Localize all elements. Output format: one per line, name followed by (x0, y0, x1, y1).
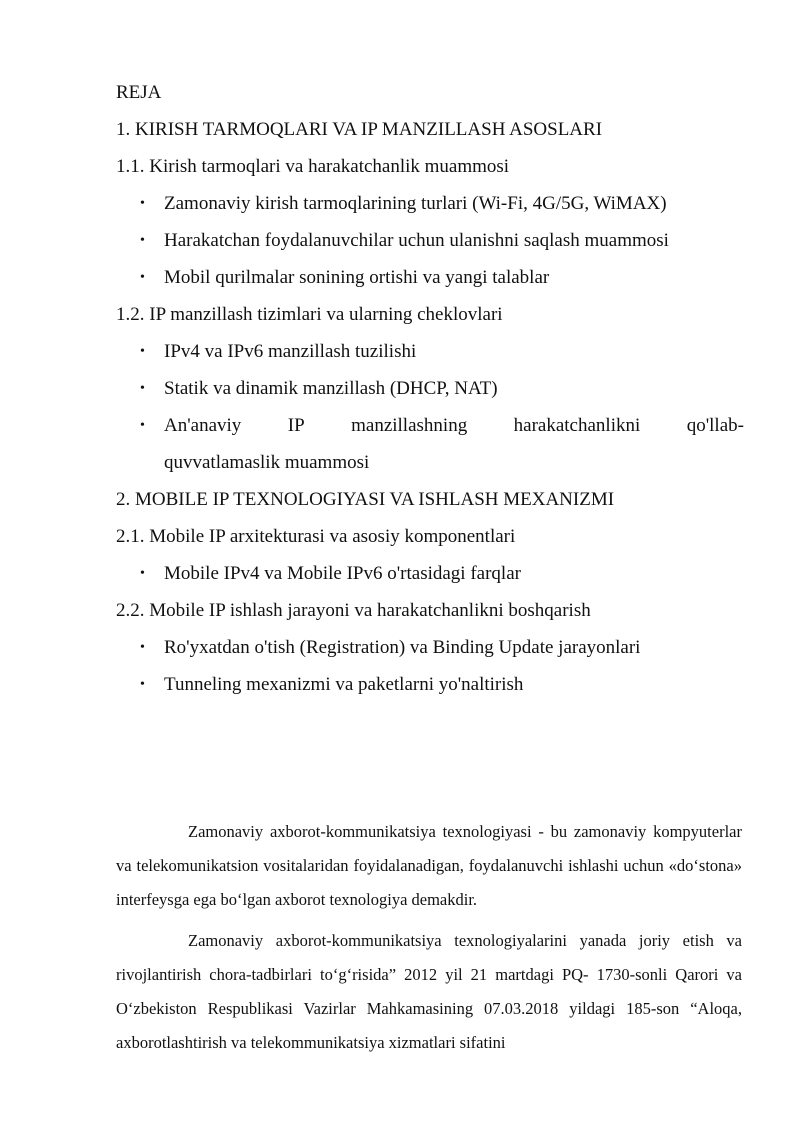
list-item-text: Mobile IPv4 va Mobile IPv6 o'rtasidagi farqlar (164, 563, 521, 584)
body-paragraph: Zamonaviy axborot-kommunikatsiya texnologiyalarini yanada joriy etish va rivojlantirish chora-tadbirlari to‘g‘risida” 2012 yil 21 martdagi PQ- 1730-sonli Qarori va O‘zbekiston Respublikasi Vazirlar Mahkamasining 07.03.2018 yildagi 185-son “Aloqa, axborotlashtirish va telekommunikatsiya xizmatlari sifatini (116, 931, 742, 1052)
word: qo'llab- (686, 415, 744, 436)
bullet-icon: • (140, 344, 145, 359)
list-item-text: Harakatchan foydalanuvchilar uchun ulanishni saqlash muammosi (164, 230, 669, 251)
bullet-list (116, 555, 744, 592)
list-item-text: Zamonaviy kirish tarmoqlarining turlari (Wi-Fi, 4G/5G, WiMAX) (164, 193, 667, 214)
list-item-text: IPv4 va IPv6 manzillash tuzilishi (164, 341, 417, 362)
list-item-text: Mobil qurilmalar sonining ortishi va yangi talablar (164, 267, 550, 288)
section-title: 1. KIRISH TARMOQLARI VA IP MANZILLASH ASOSLARI (116, 119, 603, 140)
list-item (116, 185, 744, 222)
plan-outline (116, 74, 744, 703)
bullet-icon: • (140, 677, 145, 692)
body-paragraph: Zamonaviy axborot-kommunikatsiya texnologiyasi - bu zamonaviy kompyuterlar va telekomunikatsion vositalaridan foyidalanadigan, foydalanuvchi ishlashi uchun «do‘stona» interfeysga ega bo‘lgan axborot texnologiya demakdir. (116, 822, 742, 909)
list-item-text-continuation: quvvatlamaslik muammosi (164, 452, 370, 473)
subsection-title: 2.1. Mobile IP arxitekturasi va asosiy komponentlari (116, 526, 516, 547)
list-item (116, 555, 744, 592)
list-item (116, 629, 744, 666)
list-item-text: Tunneling mexanizmi va paketlarni yo'naltirish (164, 674, 524, 695)
bullet-icon: • (140, 233, 145, 248)
list-item-text: Ro'yxatdan o'tish (Registration) va Binding Update jarayonlari (164, 637, 641, 658)
bullet-icon: • (140, 270, 145, 285)
list-item (116, 666, 744, 703)
bullet-list (116, 185, 744, 296)
list-item (116, 333, 744, 370)
list-item-text: Statik va dinamik manzillash (DHCP, NAT) (164, 378, 498, 399)
word: manzillashning (351, 415, 468, 436)
subsection-title: 1.2. IP manzillash tizimlari va ularning cheklovlari (116, 304, 503, 325)
subsection-title: 1.1. Kirish tarmoqlari va harakatchanlik muammosi (116, 156, 510, 177)
bullet-icon: • (140, 196, 145, 211)
plan-heading: REJA (116, 82, 162, 103)
bullet-icon: • (140, 418, 145, 433)
list-item (116, 259, 744, 296)
bullet-icon: • (140, 566, 145, 581)
bullet-list (116, 629, 744, 703)
section-title: 2. MOBILE IP TEXNOLOGIYASI VA ISHLASH MEXANIZMI (116, 489, 615, 510)
subsection-title: 2.2. Mobile IP ishlash jarayoni va harakatchanlikni boshqarish (116, 600, 591, 621)
bullet-icon: • (140, 381, 145, 396)
list-item-text-line (164, 407, 744, 444)
list-item (116, 370, 744, 407)
bullet-icon: • (140, 640, 145, 655)
word: IP (287, 415, 305, 436)
bullet-list (116, 333, 744, 481)
list-item (116, 407, 744, 481)
word: An'anaviy (164, 415, 242, 436)
list-item (116, 222, 744, 259)
word: harakatchanlikni (513, 415, 641, 436)
